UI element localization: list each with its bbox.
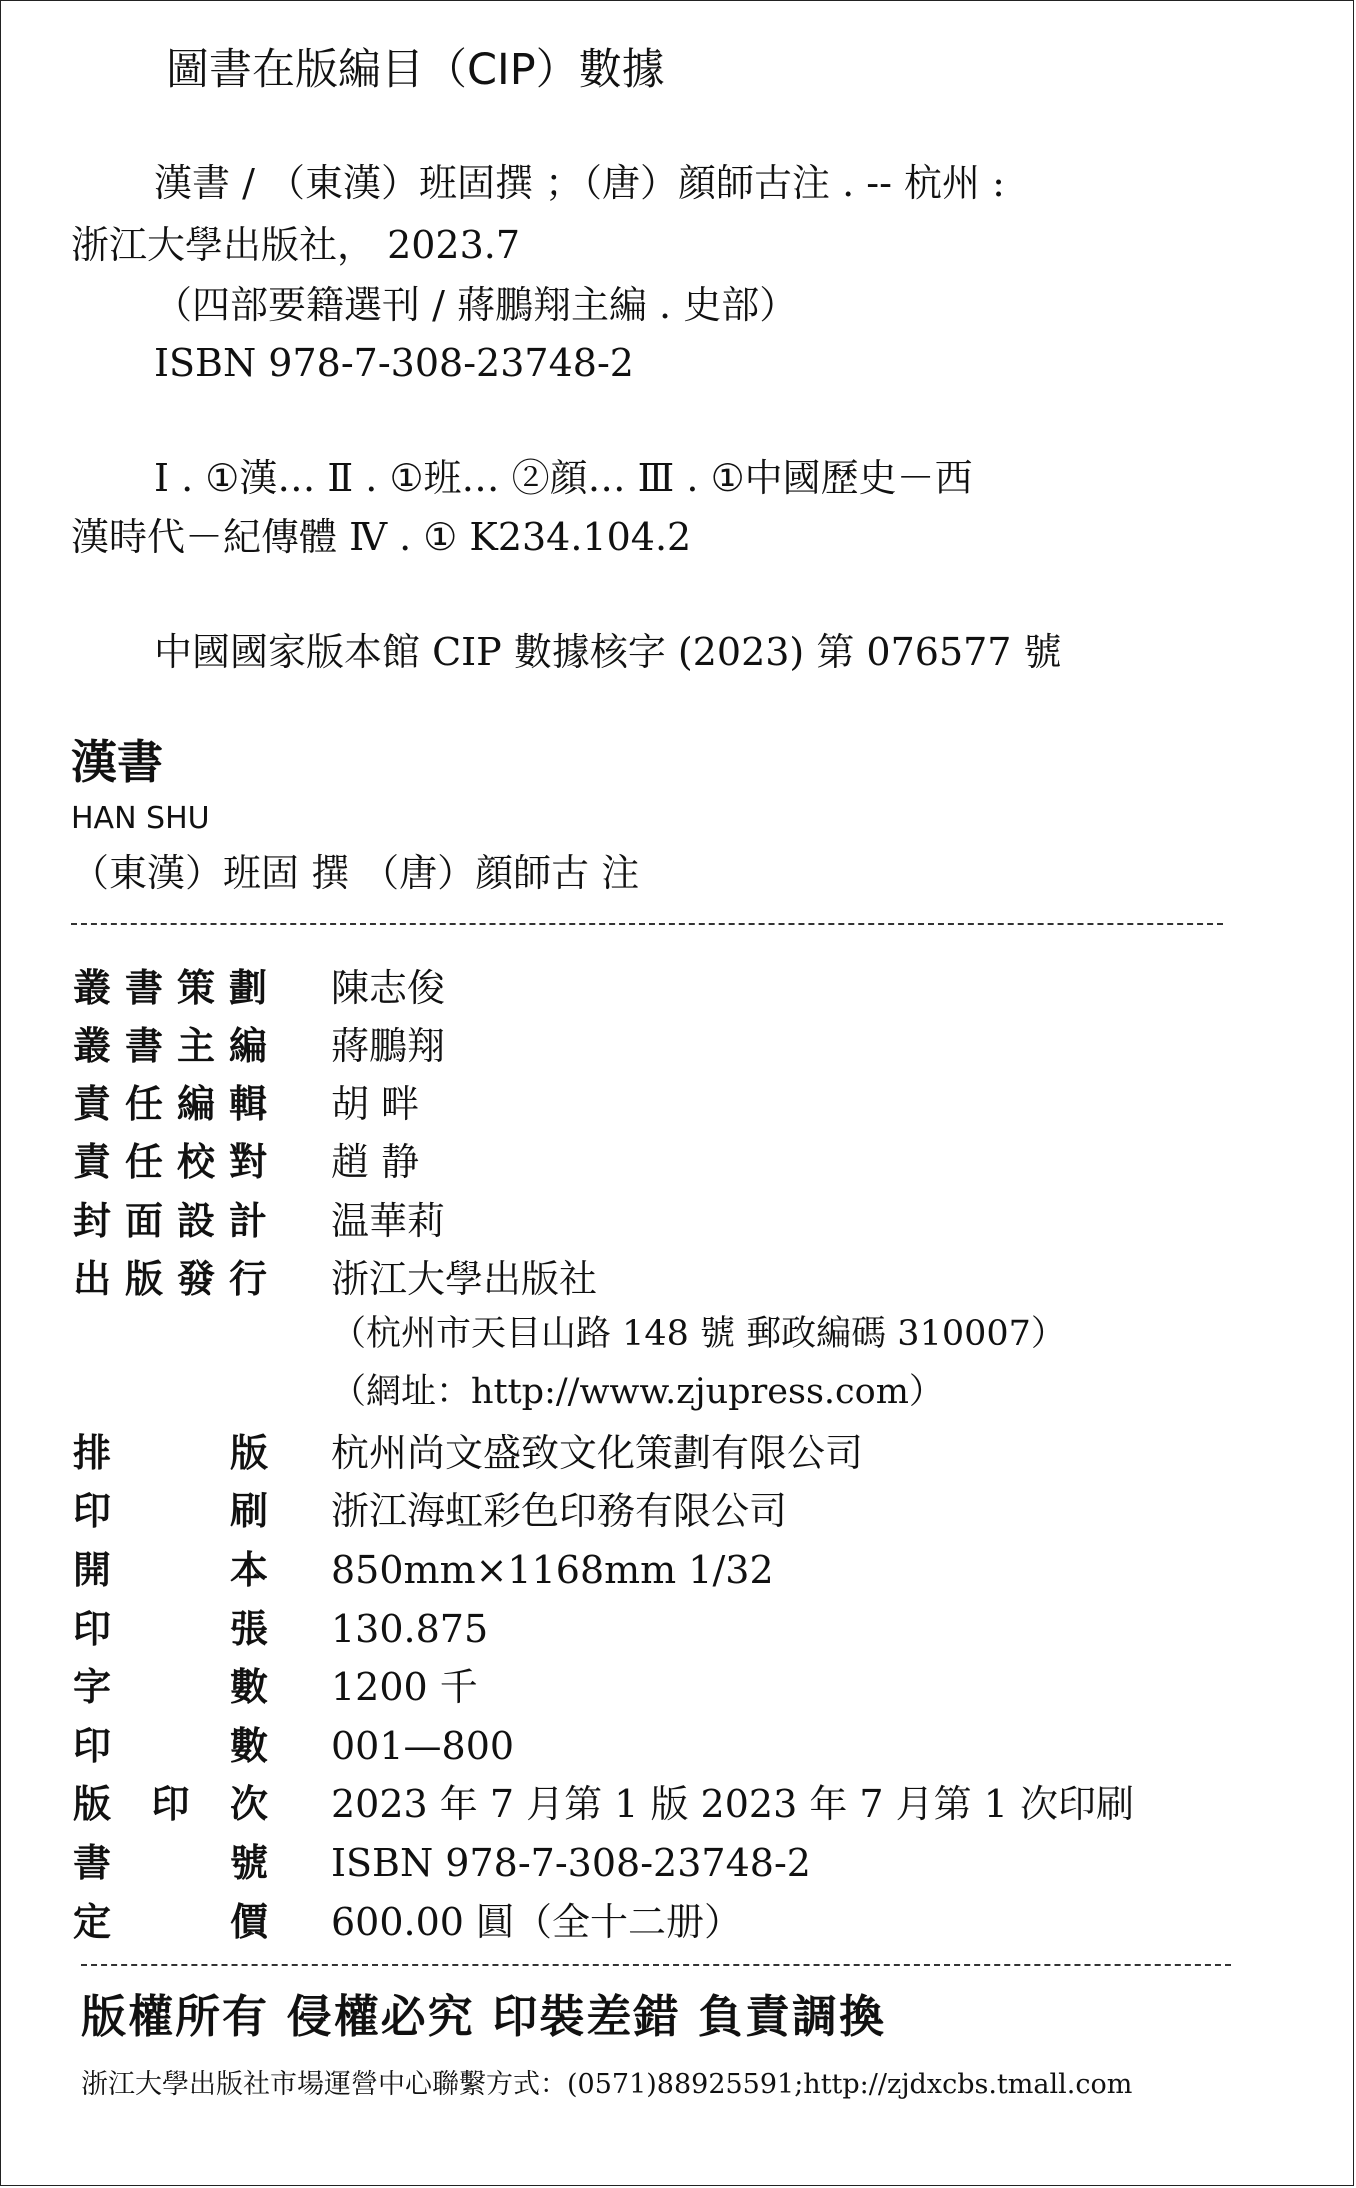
cip-line-3: （四部要籍選刊 / 蔣鵬翔主編 . 史部） (154, 283, 798, 327)
spec-label: 版 印 次 (73, 1781, 268, 1826)
spec-value: 600.00 圓（全十二册） (331, 1900, 743, 1944)
spec-value: 杭州尚文盛致文化策劃有限公司 (331, 1431, 864, 1475)
contact-line: 浙江大學出版社市場運營中心聯繫方式：(0571)88925591;http://zjdxcbs.tmall.com (81, 2069, 1133, 2100)
publisher-address: （杭州市天目山路 148 號 郵政編碼 310007） (331, 1314, 1066, 1354)
credit-value: 浙江大學出版社 (331, 1257, 598, 1301)
credit-label: 出版發行 (73, 1256, 282, 1301)
publisher-url: （網址：http://www.zjupress.com） (331, 1372, 944, 1412)
credit-label: 叢書策劃 (73, 965, 282, 1010)
credit-label: 責任編輯 (73, 1081, 282, 1126)
spec-label: 印 刷 (73, 1488, 268, 1533)
spec-label: 書 號 (73, 1840, 268, 1885)
credit-value: 趙 静 (331, 1140, 420, 1184)
cip-line-1: 漢書 / （東漢）班固撰 ；（唐）顔師古注 . -- 杭州 : (154, 161, 1005, 205)
credit-label: 叢書主編 (73, 1023, 282, 1068)
spec-value: 001—800 (331, 1724, 515, 1768)
spec-value: 2023 年 7 月第 1 版 2023 年 7 月第 1 次印刷 (331, 1782, 1134, 1826)
divider-top (71, 923, 1223, 925)
divider-bottom (81, 1964, 1231, 1966)
rights-statement: 版權所有 侵權必究 印裝差錯 負責調換 (81, 1990, 887, 2043)
credit-value: 温華莉 (331, 1199, 446, 1243)
spec-label: 印 數 (73, 1723, 268, 1768)
spec-label: 定 價 (73, 1899, 268, 1944)
spec-label: 字 數 (73, 1664, 268, 1709)
spec-value: 浙江海虹彩色印務有限公司 (331, 1489, 788, 1533)
credit-value: 蔣鵬翔 (331, 1024, 446, 1068)
spec-label: 印 張 (73, 1606, 268, 1651)
spec-value: 1200 千 (331, 1665, 478, 1709)
cip-line-4: ISBN 978-7-308-23748-2 (154, 341, 634, 385)
book-title-en: HAN SHU (71, 801, 210, 836)
book-title: 漢書 (71, 735, 163, 789)
credit-label: 責任校對 (73, 1139, 282, 1184)
cip-line-7: 中國國家版本館 CIP 數據核字 (2023) 第 076577 號 (154, 630, 1062, 674)
credit-label: 封面設計 (73, 1198, 282, 1243)
spec-value: 850mm×1168mm 1/32 (331, 1548, 774, 1592)
book-authors: （東漢）班固 撰 （唐）顔師古 注 (71, 851, 640, 895)
spec-value: ISBN 978-7-308-23748-2 (331, 1841, 811, 1885)
spec-label: 排 版 (73, 1430, 268, 1475)
spec-value: 130.875 (331, 1607, 489, 1651)
credit-value: 陳志俊 (331, 966, 446, 1010)
cip-line-2: 浙江大學出版社， 2023.7 (71, 223, 521, 267)
credit-value: 胡 畔 (331, 1082, 420, 1126)
cip-line-6: 漢時代－紀傳體 Ⅳ . ① K234.104.2 (71, 515, 692, 559)
spec-label: 開 本 (73, 1547, 268, 1592)
cip-title: 圖書在版編目（CIP）數據 (166, 45, 665, 95)
cip-line-5: Ⅰ . ①漢… Ⅱ . ①班… ②顔… Ⅲ . ①中國歷史－西 (154, 456, 973, 500)
